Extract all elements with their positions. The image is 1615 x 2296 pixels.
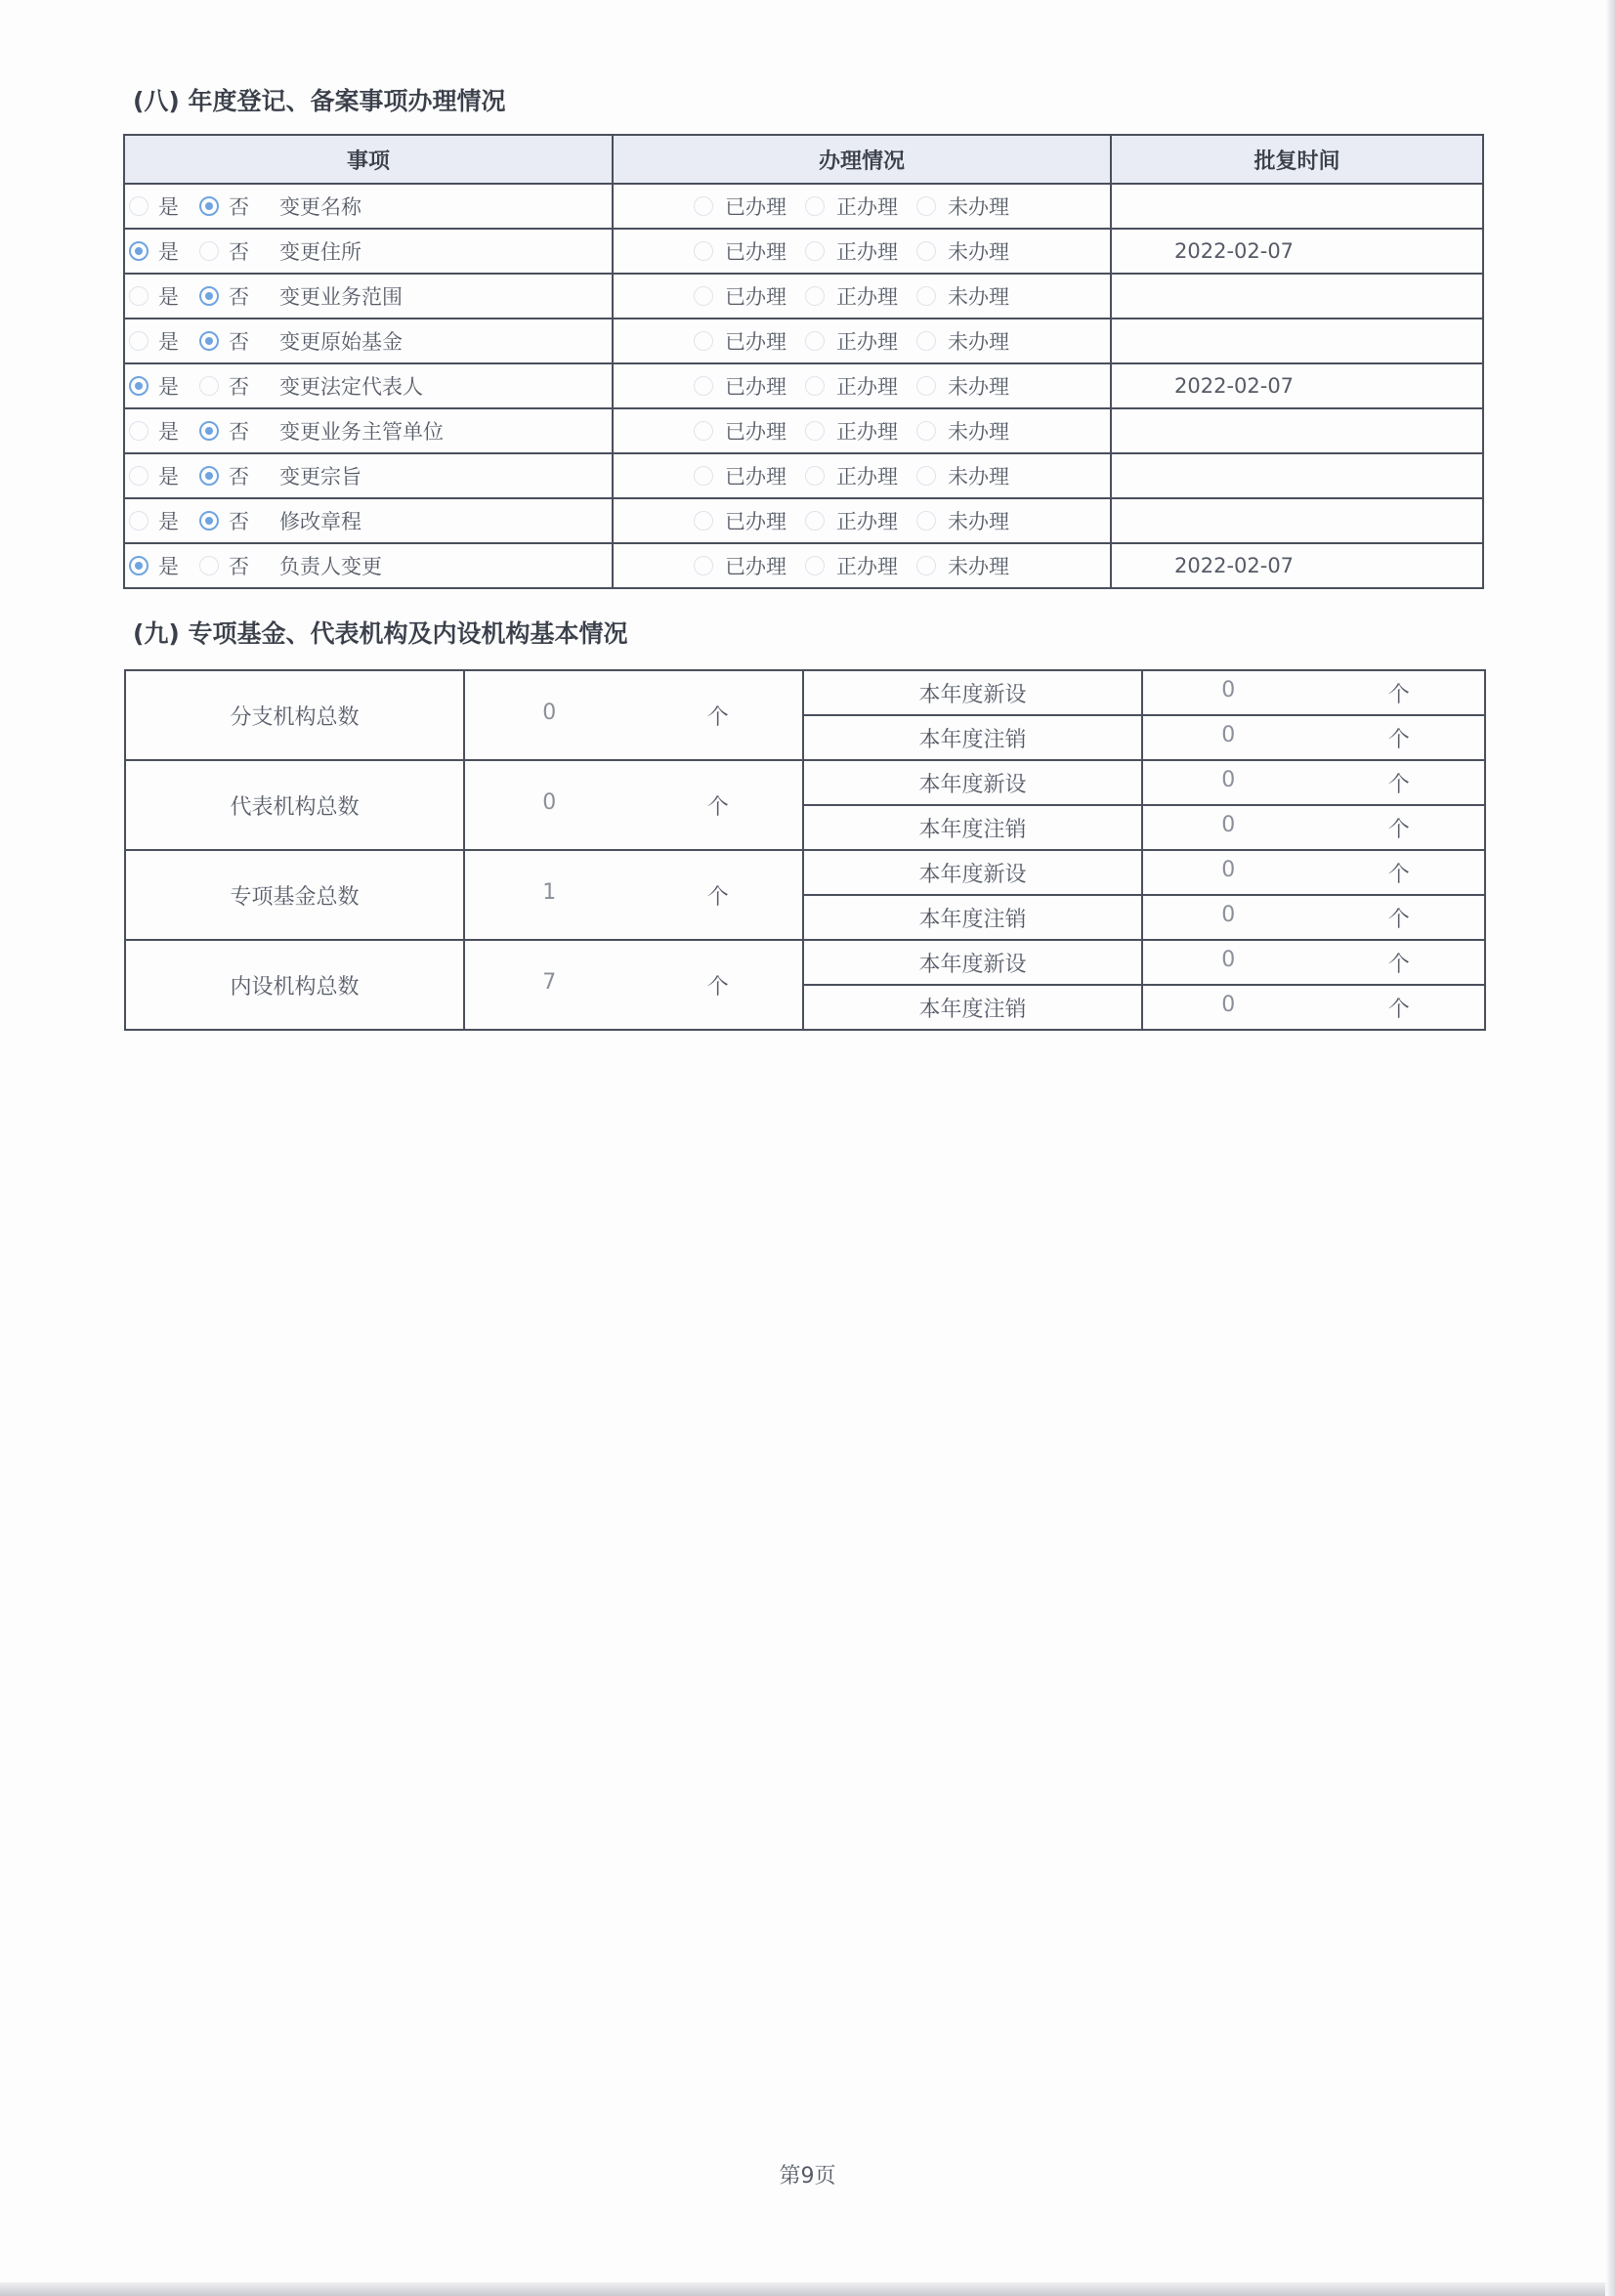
table-row bbox=[124, 184, 1483, 229]
institutions-table bbox=[124, 669, 1486, 1031]
item-name: 变更宗旨 bbox=[279, 465, 361, 489]
status-option[interactable] bbox=[805, 371, 916, 401]
item-name: 变更业务主管单位 bbox=[279, 420, 444, 444]
new-label: 本年度新设 bbox=[803, 850, 1142, 895]
status-cell bbox=[613, 543, 1111, 588]
item-cell bbox=[124, 319, 613, 363]
header-status: 办理情况 bbox=[613, 135, 1111, 184]
status-cell bbox=[613, 408, 1111, 453]
yes-option[interactable] bbox=[129, 506, 199, 535]
no-option[interactable] bbox=[199, 506, 279, 535]
radio-icon[interactable] bbox=[129, 241, 149, 261]
status-option[interactable] bbox=[916, 326, 1028, 356]
cancel-count: 0 bbox=[1221, 722, 1236, 747]
status-cell bbox=[613, 184, 1111, 229]
institution-total: 7 bbox=[542, 969, 557, 995]
yes-label: 是 bbox=[158, 465, 179, 489]
item-cell bbox=[124, 363, 613, 408]
institution-total: 1 bbox=[542, 879, 557, 905]
yes-label: 是 bbox=[158, 330, 179, 354]
status-option[interactable] bbox=[916, 191, 1028, 221]
radio-icon[interactable] bbox=[694, 196, 713, 216]
unit-label: 个 bbox=[706, 974, 729, 999]
yes-label: 是 bbox=[158, 195, 179, 219]
yes-option[interactable] bbox=[129, 551, 199, 580]
status-option[interactable] bbox=[916, 416, 1028, 446]
yes-label: 是 bbox=[158, 555, 179, 578]
radio-icon[interactable] bbox=[199, 556, 219, 575]
unit-label: 个 bbox=[1387, 682, 1410, 707]
radio-icon[interactable] bbox=[916, 511, 936, 531]
status-label: 未办理 bbox=[948, 465, 1009, 489]
status-option[interactable] bbox=[694, 191, 805, 221]
cancel-count: 0 bbox=[1221, 902, 1236, 927]
radio-icon[interactable] bbox=[916, 331, 936, 351]
status-option[interactable] bbox=[916, 551, 1028, 580]
status-label: 未办理 bbox=[948, 510, 1009, 533]
yes-option[interactable] bbox=[129, 281, 199, 311]
no-label: 否 bbox=[229, 195, 249, 219]
institution-type: 专项基金总数 bbox=[125, 850, 464, 940]
item-cell bbox=[124, 543, 613, 588]
cancel-label: 本年度注销 bbox=[803, 805, 1142, 850]
status-label: 已办理 bbox=[725, 240, 786, 264]
status-option[interactable] bbox=[805, 326, 916, 356]
header-approval-date: 批复时间 bbox=[1111, 135, 1483, 184]
status-label: 正办理 bbox=[836, 285, 898, 309]
unit-label: 个 bbox=[1387, 907, 1410, 932]
status-option[interactable] bbox=[694, 371, 805, 401]
radio-icon[interactable] bbox=[129, 556, 149, 575]
cancel-count-cell bbox=[1142, 895, 1485, 940]
unit-label: 个 bbox=[1387, 727, 1410, 752]
item-name: 修改章程 bbox=[279, 510, 361, 533]
radio-icon[interactable] bbox=[805, 421, 825, 441]
status-option[interactable] bbox=[805, 461, 916, 490]
yes-option[interactable] bbox=[129, 236, 199, 266]
status-label: 已办理 bbox=[725, 285, 786, 309]
status-option[interactable] bbox=[805, 236, 916, 266]
cancel-count-cell bbox=[1142, 985, 1485, 1030]
cancel-count: 0 bbox=[1221, 812, 1236, 837]
new-count-cell bbox=[1142, 940, 1485, 985]
approval-date: 2022-02-07 bbox=[1111, 229, 1483, 274]
table-row bbox=[124, 498, 1483, 543]
cancel-label: 本年度注销 bbox=[803, 895, 1142, 940]
status-option[interactable] bbox=[694, 281, 805, 311]
radio-icon[interactable] bbox=[199, 286, 219, 306]
status-label: 正办理 bbox=[836, 420, 898, 444]
status-cell bbox=[613, 363, 1111, 408]
status-label: 未办理 bbox=[948, 195, 1009, 219]
cancel-label: 本年度注销 bbox=[803, 985, 1142, 1030]
status-option[interactable] bbox=[694, 506, 805, 535]
new-label: 本年度新设 bbox=[803, 760, 1142, 805]
new-count: 0 bbox=[1221, 857, 1236, 882]
status-label: 已办理 bbox=[725, 195, 786, 219]
radio-icon[interactable] bbox=[129, 376, 149, 396]
radio-icon[interactable] bbox=[694, 376, 713, 396]
cancel-count-cell bbox=[1142, 805, 1485, 850]
radio-icon[interactable] bbox=[694, 466, 713, 486]
radio-icon[interactable] bbox=[916, 556, 936, 575]
page-number: 第9页 bbox=[779, 2164, 836, 2189]
institution-total-cell bbox=[464, 850, 803, 940]
cancel-count-cell bbox=[1142, 715, 1485, 760]
item-cell bbox=[124, 498, 613, 543]
radio-icon[interactable] bbox=[805, 196, 825, 216]
item-cell bbox=[124, 453, 613, 498]
table-row bbox=[124, 363, 1483, 408]
no-label: 否 bbox=[229, 510, 249, 533]
status-label: 未办理 bbox=[948, 285, 1009, 309]
no-label: 否 bbox=[229, 285, 249, 309]
table-row bbox=[124, 274, 1483, 319]
item-name: 变更原始基金 bbox=[279, 330, 403, 354]
no-option[interactable] bbox=[199, 236, 279, 266]
table-row bbox=[124, 319, 1483, 363]
no-option[interactable] bbox=[199, 461, 279, 490]
new-label: 本年度新设 bbox=[803, 670, 1142, 715]
status-label: 未办理 bbox=[948, 240, 1009, 264]
no-label: 否 bbox=[229, 375, 249, 399]
radio-icon[interactable] bbox=[129, 286, 149, 306]
table-row bbox=[125, 940, 1485, 985]
radio-icon[interactable] bbox=[199, 376, 219, 396]
new-count-cell bbox=[1142, 760, 1485, 805]
yes-label: 是 bbox=[158, 510, 179, 533]
cancel-label: 本年度注销 bbox=[803, 715, 1142, 760]
status-label: 正办理 bbox=[836, 240, 898, 264]
institution-total: 0 bbox=[542, 789, 557, 815]
status-label: 正办理 bbox=[836, 375, 898, 399]
unit-label: 个 bbox=[706, 704, 729, 730]
radio-icon[interactable] bbox=[694, 511, 713, 531]
radio-icon[interactable] bbox=[916, 466, 936, 486]
status-option[interactable] bbox=[805, 281, 916, 311]
item-name: 变更名称 bbox=[279, 195, 361, 219]
table-header-row bbox=[124, 135, 1483, 184]
yes-label: 是 bbox=[158, 285, 179, 309]
approval-date bbox=[1111, 274, 1483, 319]
unit-label: 个 bbox=[1387, 772, 1410, 797]
yes-option[interactable] bbox=[129, 326, 199, 356]
status-option[interactable] bbox=[805, 416, 916, 446]
yes-label: 是 bbox=[158, 420, 179, 444]
status-option[interactable] bbox=[694, 461, 805, 490]
status-option[interactable] bbox=[805, 506, 916, 535]
table-row bbox=[124, 229, 1483, 274]
radio-icon[interactable] bbox=[805, 241, 825, 261]
status-option[interactable] bbox=[916, 371, 1028, 401]
item-name: 变更住所 bbox=[279, 240, 361, 264]
item-name: 负责人变更 bbox=[279, 555, 382, 578]
radio-icon[interactable] bbox=[199, 241, 219, 261]
radio-icon[interactable] bbox=[199, 331, 219, 351]
no-label: 否 bbox=[229, 555, 249, 578]
radio-icon[interactable] bbox=[916, 421, 936, 441]
status-label: 未办理 bbox=[948, 330, 1009, 354]
registration-items-table bbox=[123, 134, 1484, 589]
table-row bbox=[124, 543, 1483, 588]
radio-icon[interactable] bbox=[805, 286, 825, 306]
status-label: 正办理 bbox=[836, 195, 898, 219]
radio-icon[interactable] bbox=[129, 466, 149, 486]
status-cell bbox=[613, 274, 1111, 319]
table-row bbox=[124, 453, 1483, 498]
unit-label: 个 bbox=[1387, 817, 1410, 842]
status-option[interactable] bbox=[916, 236, 1028, 266]
radio-icon[interactable] bbox=[129, 196, 149, 216]
approval-date bbox=[1111, 184, 1483, 229]
radio-icon[interactable] bbox=[694, 331, 713, 351]
status-cell bbox=[613, 229, 1111, 274]
no-option[interactable] bbox=[199, 281, 279, 311]
item-cell bbox=[124, 184, 613, 229]
radio-icon[interactable] bbox=[199, 466, 219, 486]
radio-icon[interactable] bbox=[916, 286, 936, 306]
status-option[interactable] bbox=[805, 191, 916, 221]
status-label: 未办理 bbox=[948, 375, 1009, 399]
radio-icon[interactable] bbox=[916, 196, 936, 216]
table-row bbox=[125, 760, 1485, 805]
unit-label: 个 bbox=[706, 794, 729, 820]
radio-icon[interactable] bbox=[129, 421, 149, 441]
new-count: 0 bbox=[1221, 677, 1236, 702]
status-option[interactable] bbox=[694, 416, 805, 446]
radio-icon[interactable] bbox=[199, 421, 219, 441]
status-label: 未办理 bbox=[948, 555, 1009, 578]
status-label: 正办理 bbox=[836, 330, 898, 354]
radio-icon[interactable] bbox=[199, 196, 219, 216]
status-label: 未办理 bbox=[948, 420, 1009, 444]
unit-label: 个 bbox=[1387, 952, 1410, 977]
status-label: 正办理 bbox=[836, 465, 898, 489]
no-label: 否 bbox=[229, 330, 249, 354]
unit-label: 个 bbox=[706, 884, 729, 910]
status-option[interactable] bbox=[694, 551, 805, 580]
institution-type: 分支机构总数 bbox=[125, 670, 464, 760]
institution-total-cell bbox=[464, 760, 803, 850]
no-label: 否 bbox=[229, 465, 249, 489]
institution-total-cell bbox=[464, 670, 803, 760]
scan-edge-shadow-right bbox=[1605, 0, 1615, 2296]
item-name: 变更法定代表人 bbox=[279, 375, 423, 399]
radio-icon[interactable] bbox=[805, 556, 825, 575]
status-label: 已办理 bbox=[725, 420, 786, 444]
radio-icon[interactable] bbox=[916, 376, 936, 396]
no-option[interactable] bbox=[199, 416, 279, 446]
status-label: 已办理 bbox=[725, 510, 786, 533]
status-option[interactable] bbox=[916, 461, 1028, 490]
status-label: 已办理 bbox=[725, 375, 786, 399]
table-row bbox=[124, 408, 1483, 453]
status-cell bbox=[613, 453, 1111, 498]
status-label: 已办理 bbox=[725, 330, 786, 354]
item-cell bbox=[124, 229, 613, 274]
status-label: 已办理 bbox=[725, 555, 786, 578]
radio-icon[interactable] bbox=[199, 511, 219, 531]
item-name: 变更业务范围 bbox=[279, 285, 403, 309]
approval-date bbox=[1111, 408, 1483, 453]
approval-date bbox=[1111, 453, 1483, 498]
radio-icon[interactable] bbox=[916, 241, 936, 261]
status-option[interactable] bbox=[805, 551, 916, 580]
table-row bbox=[125, 850, 1485, 895]
radio-icon[interactable] bbox=[694, 241, 713, 261]
approval-date bbox=[1111, 319, 1483, 363]
status-cell bbox=[613, 498, 1111, 543]
institution-type: 代表机构总数 bbox=[125, 760, 464, 850]
new-label: 本年度新设 bbox=[803, 940, 1142, 985]
no-option[interactable] bbox=[199, 551, 279, 580]
status-label: 正办理 bbox=[836, 555, 898, 578]
cancel-count: 0 bbox=[1221, 992, 1236, 1017]
radio-icon[interactable] bbox=[805, 511, 825, 531]
yes-label: 是 bbox=[158, 240, 179, 264]
no-option[interactable] bbox=[199, 371, 279, 401]
header-item: 事项 bbox=[124, 135, 613, 184]
yes-label: 是 bbox=[158, 375, 179, 399]
status-cell bbox=[613, 319, 1111, 363]
yes-option[interactable] bbox=[129, 461, 199, 490]
yes-option[interactable] bbox=[129, 416, 199, 446]
no-option[interactable] bbox=[199, 326, 279, 356]
radio-icon[interactable] bbox=[805, 376, 825, 396]
scan-edge-shadow bbox=[0, 2282, 1615, 2296]
institution-type: 内设机构总数 bbox=[125, 940, 464, 1030]
status-option[interactable] bbox=[694, 326, 805, 356]
status-label: 正办理 bbox=[836, 510, 898, 533]
section-9-title: (九) 专项基金、代表机构及内设机构基本情况 bbox=[133, 619, 628, 648]
approval-date bbox=[1111, 498, 1483, 543]
radio-icon[interactable] bbox=[805, 331, 825, 351]
item-cell bbox=[124, 408, 613, 453]
radio-icon[interactable] bbox=[129, 331, 149, 351]
radio-icon[interactable] bbox=[694, 286, 713, 306]
status-option[interactable] bbox=[916, 506, 1028, 535]
new-count: 0 bbox=[1221, 947, 1236, 972]
institution-total-cell bbox=[464, 940, 803, 1030]
radio-icon[interactable] bbox=[694, 556, 713, 575]
section-8-title: (八) 年度登记、备案事项办理情况 bbox=[133, 87, 506, 115]
radio-icon[interactable] bbox=[805, 466, 825, 486]
status-option[interactable] bbox=[916, 281, 1028, 311]
status-label: 已办理 bbox=[725, 465, 786, 489]
new-count-cell bbox=[1142, 850, 1485, 895]
approval-date: 2022-02-07 bbox=[1111, 543, 1483, 588]
radio-icon[interactable] bbox=[694, 421, 713, 441]
approval-date: 2022-02-07 bbox=[1111, 363, 1483, 408]
radio-icon[interactable] bbox=[129, 511, 149, 531]
status-option[interactable] bbox=[694, 236, 805, 266]
new-count-cell bbox=[1142, 670, 1485, 715]
item-cell bbox=[124, 274, 613, 319]
yes-option[interactable] bbox=[129, 191, 199, 221]
unit-label: 个 bbox=[1387, 997, 1410, 1022]
unit-label: 个 bbox=[1387, 862, 1410, 887]
no-option[interactable] bbox=[199, 191, 279, 221]
institution-total: 0 bbox=[542, 700, 557, 725]
new-count: 0 bbox=[1221, 767, 1236, 792]
table-row bbox=[125, 670, 1485, 715]
yes-option[interactable] bbox=[129, 371, 199, 401]
no-label: 否 bbox=[229, 240, 249, 264]
no-label: 否 bbox=[229, 420, 249, 444]
